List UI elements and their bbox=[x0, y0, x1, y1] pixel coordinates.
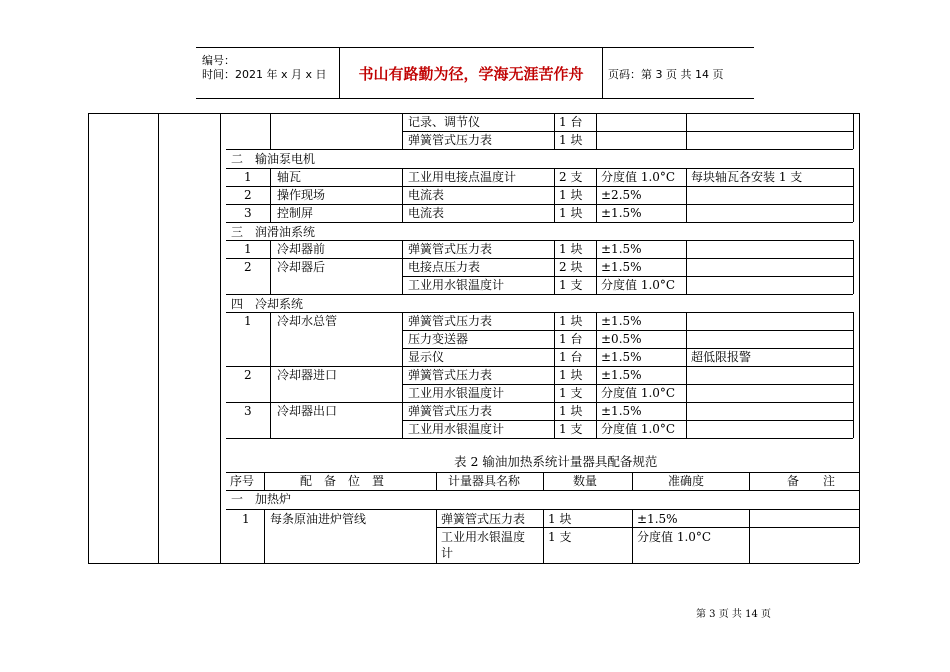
table-rule bbox=[686, 348, 687, 366]
table-rule bbox=[270, 330, 271, 348]
row-quantity: 1 支 bbox=[559, 422, 583, 436]
table-rule bbox=[853, 366, 854, 384]
table-rule bbox=[402, 420, 853, 421]
row-quantity: 1 支 bbox=[548, 530, 572, 544]
row-instrument: 电流表 bbox=[408, 206, 445, 220]
table-rule bbox=[88, 563, 859, 564]
table-rule bbox=[554, 384, 555, 402]
table-rule bbox=[686, 113, 687, 131]
table-rule bbox=[226, 186, 853, 187]
row-number: 3 bbox=[244, 404, 252, 418]
row-instrument: 显示仪 bbox=[408, 350, 445, 364]
table-rule bbox=[554, 113, 555, 131]
row-accuracy: ±1.5% bbox=[601, 242, 642, 256]
row-number: 2 bbox=[244, 368, 252, 382]
table-rule bbox=[853, 348, 854, 366]
table-rule bbox=[554, 186, 555, 204]
table-rule bbox=[686, 330, 687, 348]
row-note: 每块轴瓦各安装 1 支 bbox=[691, 170, 803, 184]
column-header: 序号 bbox=[230, 474, 255, 488]
table-rule bbox=[402, 330, 853, 331]
row-number: 1 bbox=[244, 242, 252, 256]
table-rule bbox=[596, 240, 597, 258]
table-rule bbox=[270, 131, 271, 149]
table-rule bbox=[270, 276, 271, 294]
row-quantity: 1 台 bbox=[559, 332, 583, 346]
table-rule bbox=[226, 204, 853, 205]
table-rule bbox=[226, 312, 853, 313]
row-instrument: 弹簧管式压力表 bbox=[408, 314, 493, 328]
row-accuracy: ±1.5% bbox=[601, 368, 642, 382]
table-rule bbox=[596, 113, 597, 131]
row-note: 超低限报警 bbox=[691, 350, 752, 364]
table-rule bbox=[596, 402, 597, 420]
table-rule bbox=[596, 366, 597, 384]
table-rule bbox=[554, 204, 555, 222]
table-rule bbox=[402, 168, 403, 186]
table-rule bbox=[596, 204, 597, 222]
table-rule bbox=[158, 113, 159, 563]
row-number: 3 bbox=[244, 206, 252, 220]
page-header bbox=[196, 47, 754, 99]
table-rule bbox=[632, 472, 633, 490]
row-accuracy: ±1.5% bbox=[601, 350, 642, 364]
row-quantity: 1 台 bbox=[559, 115, 583, 129]
table-rule bbox=[270, 240, 271, 258]
row-quantity: 1 块 bbox=[559, 242, 583, 256]
row-accuracy: ±1.5% bbox=[601, 206, 642, 220]
row-location: 控制屏 bbox=[277, 206, 314, 220]
table-rule bbox=[402, 366, 403, 384]
table-rule bbox=[554, 168, 555, 186]
table-rule bbox=[402, 402, 403, 420]
section-heading: 二 输油泵电机 bbox=[231, 152, 316, 166]
table-rule bbox=[686, 131, 687, 149]
page-footer: 第 3 页 共 14 页 bbox=[696, 609, 771, 620]
section-heading: 四 冷却系统 bbox=[231, 297, 304, 311]
table-rule bbox=[88, 113, 859, 114]
table-rule bbox=[226, 222, 853, 223]
row-location: 冷却器进口 bbox=[277, 368, 338, 382]
table-rule bbox=[554, 276, 555, 294]
row-accuracy: ±0.5% bbox=[601, 332, 642, 346]
table-rule bbox=[402, 113, 403, 131]
page-label: 页码：第 3 页 共 14 页 bbox=[608, 68, 724, 81]
table-rule bbox=[749, 472, 750, 490]
row-location: 每条原油进炉管线 bbox=[270, 512, 367, 526]
row-instrument: 工业用电接点温度计 bbox=[408, 170, 517, 184]
table-rule bbox=[686, 186, 687, 204]
table-rule bbox=[686, 402, 687, 420]
row-instrument: 电流表 bbox=[408, 188, 445, 202]
row-quantity: 1 块 bbox=[559, 188, 583, 202]
table-rule bbox=[226, 149, 853, 150]
row-instrument: 记录、调节仪 bbox=[408, 115, 481, 129]
row-number: 1 bbox=[244, 170, 252, 184]
table-rule bbox=[853, 113, 854, 131]
column-header: 配 备 位 置 bbox=[300, 474, 385, 488]
table-rule bbox=[270, 420, 271, 438]
table-rule bbox=[270, 348, 271, 366]
table-rule bbox=[596, 186, 597, 204]
row-quantity: 2 支 bbox=[559, 170, 583, 184]
table-rule bbox=[270, 168, 271, 186]
table-rule bbox=[226, 402, 853, 403]
table-rule bbox=[402, 240, 403, 258]
row-accuracy: ±1.5% bbox=[637, 512, 678, 526]
row-accuracy: 分度值 1.0°C bbox=[601, 170, 676, 184]
table-rule bbox=[543, 472, 544, 490]
table-rule bbox=[596, 330, 597, 348]
table-rule bbox=[853, 240, 854, 258]
table-rule bbox=[543, 509, 544, 563]
table-rule bbox=[853, 186, 854, 204]
table-rule bbox=[554, 366, 555, 384]
table-rule bbox=[402, 348, 403, 366]
table-rule bbox=[749, 509, 750, 563]
row-quantity: 1 块 bbox=[559, 206, 583, 220]
table-rule bbox=[402, 204, 403, 222]
row-accuracy: ±1.5% bbox=[601, 260, 642, 274]
row-location: 轴瓦 bbox=[277, 170, 302, 184]
row-accuracy: ±1.5% bbox=[601, 404, 642, 418]
table-rule bbox=[226, 490, 859, 491]
table-rule bbox=[853, 330, 854, 348]
table-rule bbox=[270, 204, 271, 222]
table-rule bbox=[270, 312, 271, 330]
table-rule bbox=[436, 509, 437, 563]
row-accuracy: 分度值 1.0°C bbox=[601, 278, 676, 292]
table-rule bbox=[686, 366, 687, 384]
table-rule bbox=[853, 131, 854, 149]
row-quantity: 1 支 bbox=[559, 278, 583, 292]
table-rule bbox=[220, 113, 221, 563]
column-header: 计量器具名称 bbox=[448, 474, 521, 488]
table-rule bbox=[853, 420, 854, 438]
table-rule bbox=[596, 131, 597, 149]
table-rule bbox=[554, 348, 555, 366]
table-rule bbox=[686, 312, 687, 330]
table-rule bbox=[270, 402, 271, 420]
table-rule bbox=[596, 168, 597, 186]
table-rule bbox=[853, 258, 854, 276]
row-number: 1 bbox=[242, 512, 250, 526]
row-accuracy: ±1.5% bbox=[601, 314, 642, 328]
table-rule bbox=[402, 131, 853, 132]
column-header: 准确度 bbox=[668, 474, 705, 488]
section-heading: 三 润滑油系统 bbox=[231, 225, 316, 239]
table-rule bbox=[596, 420, 597, 438]
row-location: 冷却器前 bbox=[277, 242, 326, 256]
table-rule bbox=[554, 258, 555, 276]
table-rule bbox=[686, 420, 687, 438]
table-rule bbox=[596, 276, 597, 294]
row-instrument: 压力变送器 bbox=[408, 332, 469, 346]
table-rule bbox=[686, 204, 687, 222]
table-rule bbox=[402, 384, 403, 402]
table-rule bbox=[402, 420, 403, 438]
table-rule bbox=[554, 131, 555, 149]
table-rule bbox=[686, 258, 687, 276]
table-rule bbox=[853, 276, 854, 294]
table-rule bbox=[402, 258, 403, 276]
table-rule bbox=[270, 384, 271, 402]
table-rule bbox=[554, 402, 555, 420]
row-instrument: 工业用水银温度计 bbox=[408, 278, 505, 292]
table-rule bbox=[686, 384, 687, 402]
row-quantity: 1 块 bbox=[548, 512, 572, 526]
table-rule bbox=[270, 366, 271, 384]
row-instrument: 弹簧管式压力表 bbox=[408, 404, 493, 418]
table-rule bbox=[270, 113, 271, 131]
table-rule bbox=[632, 509, 633, 563]
table-rule bbox=[686, 276, 687, 294]
table-rule bbox=[402, 348, 853, 349]
table-rule bbox=[226, 258, 853, 259]
table-rule bbox=[853, 204, 854, 222]
table-rule bbox=[402, 131, 403, 149]
row-instrument: 弹簧管式压力表 bbox=[441, 512, 526, 526]
row-instrument: 工业用水银温度计 bbox=[408, 422, 505, 436]
table-rule bbox=[264, 472, 265, 490]
header-info bbox=[196, 48, 339, 98]
section-heading: 一 加热炉 bbox=[231, 492, 292, 506]
table-rule bbox=[554, 420, 555, 438]
table-rule bbox=[226, 240, 853, 241]
row-instrument: 电接点压力表 bbox=[408, 260, 481, 274]
row-number: 2 bbox=[244, 188, 252, 202]
table-rule bbox=[596, 258, 597, 276]
row-number: 1 bbox=[244, 314, 252, 328]
table-rule bbox=[853, 402, 854, 420]
table-rule bbox=[226, 366, 853, 367]
table-title: 表 2 输油加热系统计量器具配备规范 bbox=[454, 454, 658, 469]
time-label: 时间：2021 年 x 月 x 日 bbox=[202, 68, 327, 81]
table-rule bbox=[270, 258, 271, 276]
row-location: 冷却器后 bbox=[277, 260, 326, 274]
table-rule bbox=[436, 527, 859, 528]
table-rule bbox=[686, 168, 687, 186]
row-instrument-wrap: 计 bbox=[441, 546, 454, 560]
table-rule bbox=[554, 312, 555, 330]
table-rule bbox=[264, 509, 265, 563]
table-rule bbox=[596, 384, 597, 402]
row-location: 操作现场 bbox=[277, 188, 326, 202]
table-rule bbox=[596, 348, 597, 366]
table-rule bbox=[554, 240, 555, 258]
row-accuracy: 分度值 1.0°C bbox=[637, 530, 712, 544]
column-header: 备 注 bbox=[787, 474, 836, 488]
row-quantity: 1 台 bbox=[559, 350, 583, 364]
row-instrument: 弹簧管式压力表 bbox=[408, 242, 493, 256]
row-quantity: 2 块 bbox=[559, 260, 583, 274]
number-label: 编号： bbox=[202, 54, 235, 67]
table-rule bbox=[270, 186, 271, 204]
table-rule bbox=[436, 472, 437, 490]
row-instrument: 弹簧管式压力表 bbox=[408, 368, 493, 382]
table-rule bbox=[853, 312, 854, 330]
table-rule bbox=[596, 312, 597, 330]
table-rule bbox=[853, 384, 854, 402]
row-location: 冷却器出口 bbox=[277, 404, 338, 418]
column-header: 数量 bbox=[573, 474, 598, 488]
table-rule bbox=[402, 276, 403, 294]
table-rule bbox=[226, 438, 853, 439]
table-rule bbox=[402, 186, 403, 204]
row-accuracy: 分度值 1.0°C bbox=[601, 422, 676, 436]
row-instrument: 弹簧管式压力表 bbox=[408, 133, 493, 147]
row-number: 2 bbox=[244, 260, 252, 274]
row-instrument: 工业用水银温度 bbox=[441, 530, 526, 544]
table-rule bbox=[226, 294, 853, 295]
table-rule bbox=[686, 240, 687, 258]
row-location: 冷却水总管 bbox=[277, 314, 338, 328]
row-instrument: 工业用水银温度计 bbox=[408, 386, 505, 400]
table-rule bbox=[554, 330, 555, 348]
row-accuracy: 分度值 1.0°C bbox=[601, 386, 676, 400]
row-quantity: 1 块 bbox=[559, 368, 583, 382]
row-quantity: 1 块 bbox=[559, 404, 583, 418]
table-rule bbox=[853, 168, 854, 186]
table-rule bbox=[88, 113, 89, 563]
table-rule bbox=[226, 168, 853, 169]
header-motto: 书山有路勤为径，学海无涯苦作舟 bbox=[339, 48, 603, 98]
row-accuracy: ±2.5% bbox=[601, 188, 642, 202]
table-rule bbox=[859, 113, 860, 563]
table-rule bbox=[402, 276, 853, 277]
table-rule bbox=[402, 330, 403, 348]
row-quantity: 1 支 bbox=[559, 386, 583, 400]
table-rule bbox=[402, 384, 853, 385]
row-quantity: 1 块 bbox=[559, 133, 583, 147]
table-rule bbox=[402, 312, 403, 330]
row-quantity: 1 块 bbox=[559, 314, 583, 328]
